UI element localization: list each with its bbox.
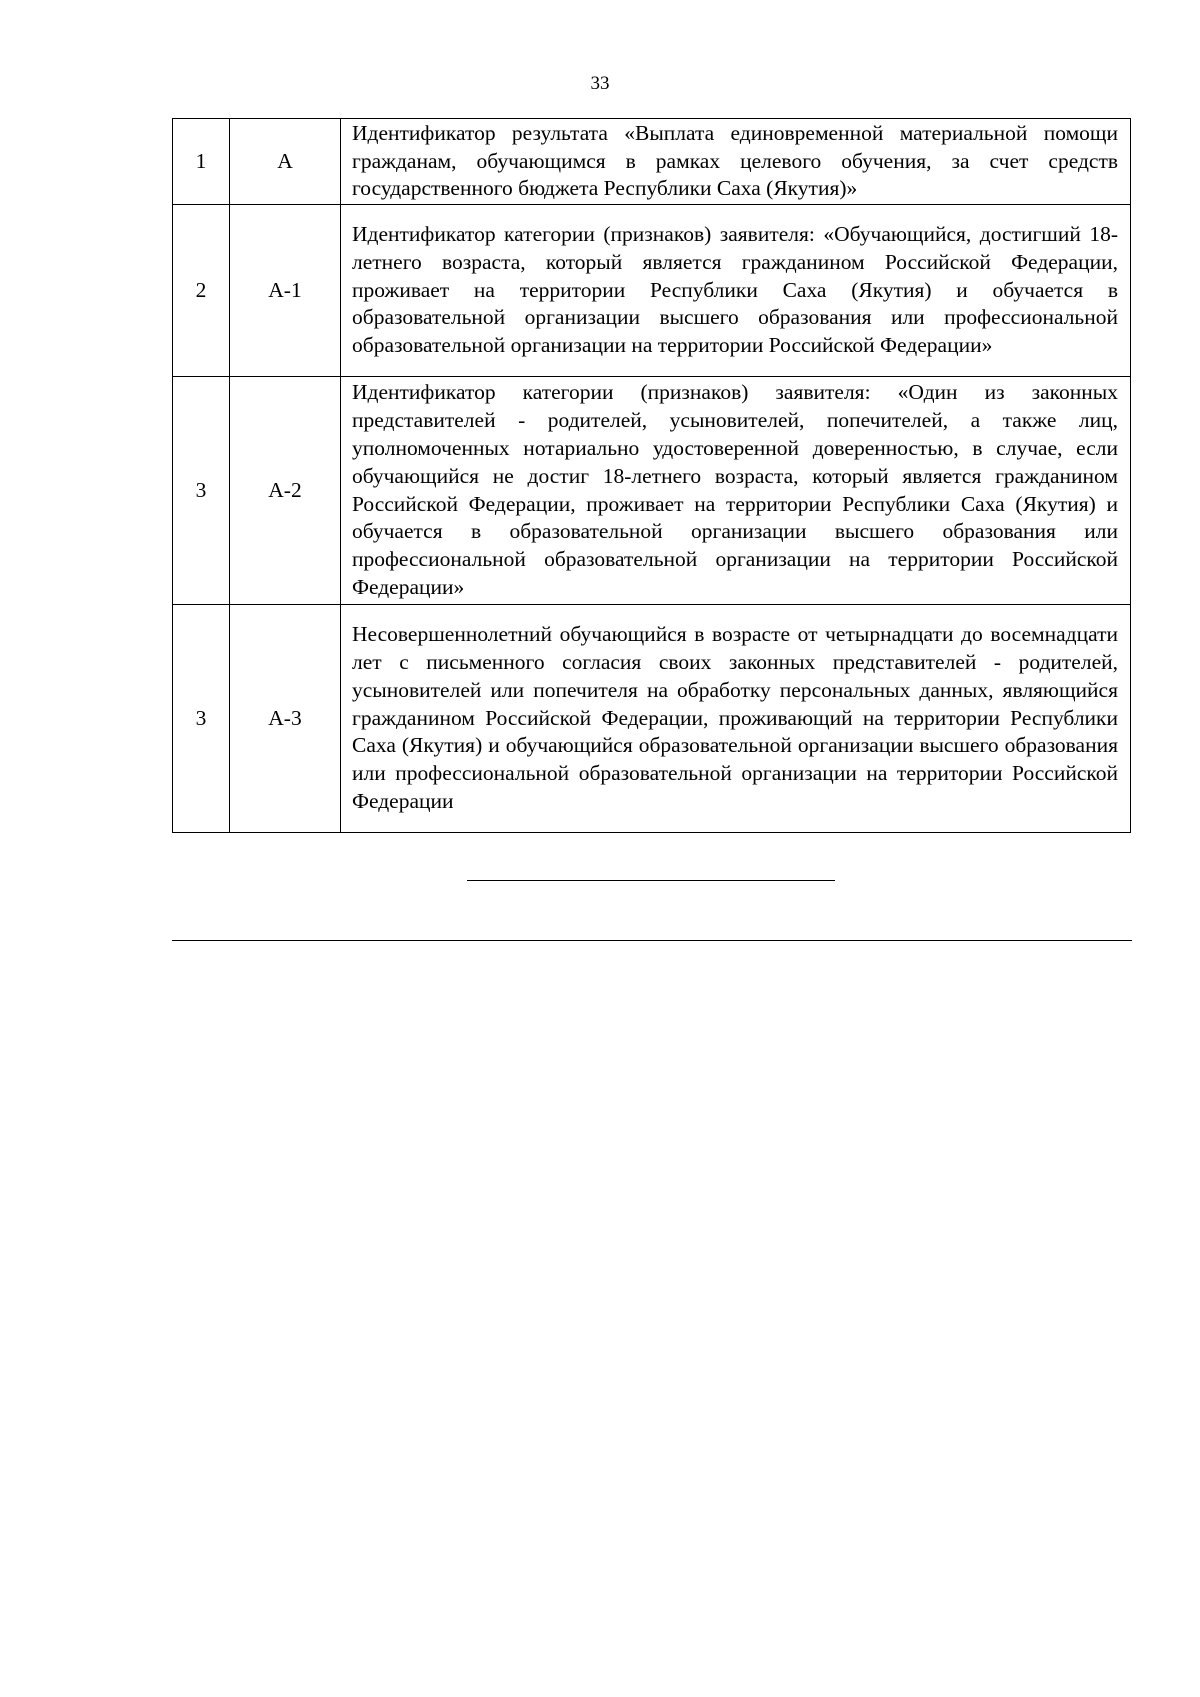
row-number-cell: 1 — [173, 119, 230, 205]
row-number-cell: 3 — [173, 605, 230, 833]
row-number-cell: 3 — [173, 377, 230, 605]
identifier-description-cell: Идентификатор результата «Выплата единовременной материальной помощи гражданам, обучающимся в рамках целевого обучения, за счет средств государственного бюджета Республики Саха (Якутия)» — [341, 119, 1131, 205]
identifier-code-cell: А-1 — [230, 205, 341, 377]
page-number: 33 — [590, 73, 610, 94]
page-divider-line — [172, 940, 1132, 941]
identifier-description-cell: Идентификатор категории (признаков) заявителя: «Один из законных представителей - родителей, усыновителей, попечителей, а также лиц, уполномоченных нотариально удостоверенной доверенностью, в случае, если обучающийся не достиг 18-летнего возраста, который является гражданином Российской Федерации, проживает на территории Республики Саха (Якутия) и обучается в образовательной организации высшего образования или профессиональной образовательной организации на территории Российской Федерации» — [341, 377, 1131, 605]
identifier-description-cell: Идентификатор категории (признаков) заявителя: «Обучающийся, достигший 18-летнего возраста, который является гражданином Российской Федерации, проживает на территории Республики Саха (Якутия) и обучается в образовательной организации высшего образования или профессиональной образовательной организации на территории Российской Федерации» — [341, 205, 1131, 377]
identifier-code-cell: А-2 — [230, 377, 341, 605]
table-row — [173, 119, 1131, 205]
table-row — [173, 377, 1131, 605]
section-end-rule — [467, 880, 835, 881]
identifier-code-cell: А — [230, 119, 341, 205]
table-row — [173, 205, 1131, 377]
identifier-code-cell: А-3 — [230, 605, 341, 833]
row-number-cell: 2 — [173, 205, 230, 377]
identifier-table — [172, 118, 1131, 833]
table-row — [173, 605, 1131, 833]
identifier-description-cell: Несовершеннолетний обучающийся в возрасте от четырнадцати до восемнадцати лет с письменного согласия своих законных представителей - родителей, усыновителей или попечителя на обработку персональных данных, являющийся гражданином Российской Федерации, проживающий на территории Республики Саха (Якутия) и обучающийся образовательной организации высшего образования или профессиональной образовательной организации на территории Российской Федерации — [341, 605, 1131, 833]
